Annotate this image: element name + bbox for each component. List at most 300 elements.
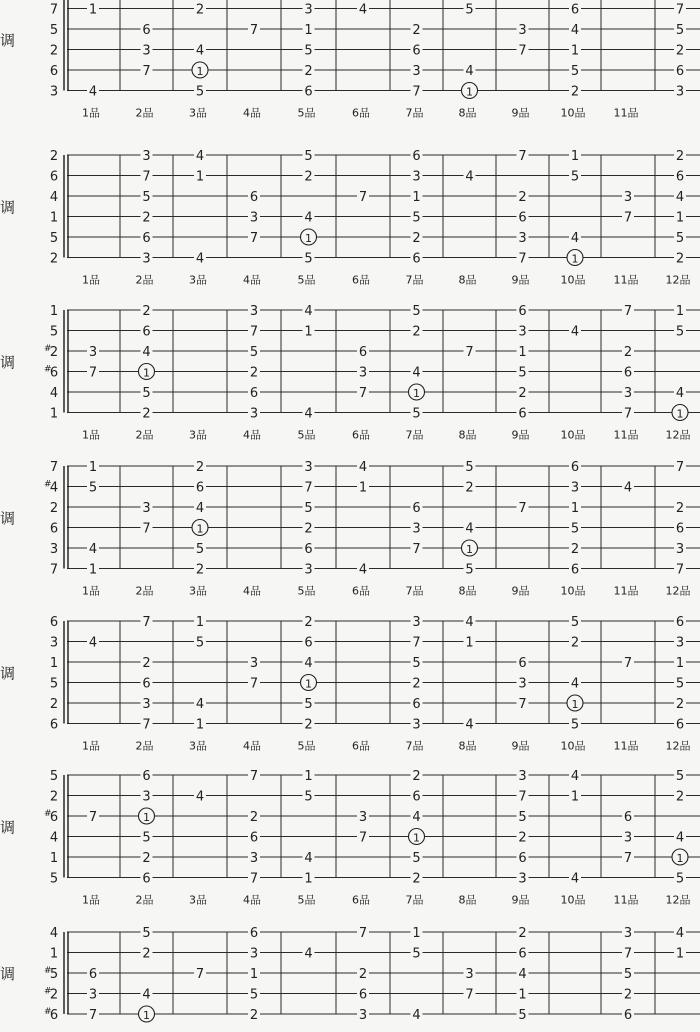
note [303,561,315,578]
fret-number-label: 1品 [82,584,100,598]
note-text: 3 [88,345,98,360]
note-text: 6 [358,345,368,360]
note-text: 6 [518,851,527,866]
note [303,250,315,267]
open-string-note: 4 [49,480,59,496]
note-text: 4 [358,460,368,475]
note-text: 6 [195,480,205,496]
open-string-note: 4 [49,190,59,205]
note-text: 5 [142,926,151,941]
fret-number-label: 4品 [243,273,261,287]
note [248,965,260,982]
note [411,924,423,941]
note-text: 1 [304,871,313,887]
note-text: 2 [465,480,474,496]
note-text: 6 [518,946,527,962]
note [622,945,634,962]
note-text: 4 [304,656,313,671]
fretboard-diagram [0,147,700,287]
note-text: 6 [304,635,313,651]
note-text: 3 [675,542,685,557]
note-text: 1 [196,522,204,536]
open-string-note: 1 [49,946,59,962]
note [357,479,369,496]
fret-number-label: 3品 [189,739,207,753]
note-text: 4 [358,2,368,18]
note [303,945,315,962]
note-text: 2 [518,830,527,846]
note [141,209,153,226]
note [303,634,315,651]
note-text: 5 [675,231,685,246]
note [411,613,423,630]
note [141,520,153,537]
open-string-note: 4 [49,386,59,401]
note-text: 5 [570,717,580,733]
fret-number-label: 3品 [189,428,207,442]
open-string-note: 5 [49,324,59,340]
note [622,188,634,205]
note-text: 5 [623,967,633,982]
note [141,499,153,516]
note-text: 2 [675,251,685,267]
note-text: 6 [142,324,151,340]
note-text: 3 [518,676,527,692]
note-text: 7 [249,769,259,784]
note [517,1006,529,1023]
note-text: 3 [249,406,259,422]
note [464,561,476,578]
note [141,42,153,59]
note [303,302,315,319]
note-text: 7 [249,231,259,246]
note [248,188,260,205]
note-text: 3 [249,304,259,319]
note [674,924,686,941]
root-note [672,405,688,421]
note [87,986,99,1003]
note-text: 1 [412,926,421,941]
fret-number-label: 6品 [352,893,370,907]
note [411,675,423,692]
note [517,323,529,340]
fretboard-diagram [0,767,700,907]
note-text: 6 [142,23,151,38]
note [517,695,529,712]
note-text: 5 [249,987,259,1003]
note-text: 4 [570,676,580,692]
open-string-note: 1 [49,304,59,319]
note-text: 2 [675,501,685,516]
note-text: 6 [518,656,527,671]
note-text: 3 [249,851,259,866]
note [569,540,581,557]
open-string-note: 5 [49,871,59,887]
note [674,829,686,846]
note [674,1,686,18]
note [141,945,153,962]
note-text: 6 [518,304,527,319]
note [411,168,423,185]
open-string-note: 2 [49,345,59,360]
note-text: 5 [195,635,205,651]
note [411,695,423,712]
note [517,499,529,516]
note [194,788,206,805]
note-text: 6 [623,810,633,825]
note [569,147,581,164]
note [303,654,315,671]
note-text: 5 [195,542,205,557]
note [674,384,686,401]
note-text: 5 [412,851,421,866]
note [411,870,423,887]
note [87,561,99,578]
note [248,675,260,692]
note-text: 5 [304,149,313,164]
root-note [567,250,583,266]
note [411,42,423,59]
note-text: 7 [675,460,685,475]
note [248,343,260,360]
open-string-note: 2 [49,149,59,164]
open-string-note: 6 [49,717,59,733]
note [517,924,529,941]
note-text: 1 [413,831,420,845]
fret-number-label: 1品 [82,739,100,753]
fret-number-label: 1品 [82,106,100,120]
note [141,986,153,1003]
note-text: 5 [304,789,313,805]
note-text: 6 [142,676,151,692]
fret-number-label: 3品 [189,106,207,120]
note-text: 3 [675,84,685,100]
note [517,42,529,59]
note-text: 3 [412,64,421,79]
note [674,613,686,630]
note [569,479,581,496]
note-text: 2 [304,64,313,79]
note [411,62,423,79]
note-text: 7 [518,697,527,712]
note-text: 2 [570,635,580,651]
note-text: 6 [570,460,580,475]
note-text: 6 [88,967,98,982]
note-text: 7 [623,946,633,962]
note-text: 1 [196,65,204,78]
note [569,458,581,475]
note-text: 6 [412,43,421,59]
note-text: 1 [88,562,98,578]
note-text: 2 [304,615,313,630]
open-string-note: 6 [49,365,59,381]
note-text: 7 [358,190,368,205]
note [464,520,476,537]
note-text: 1 [195,717,205,733]
fret-number-label: 5品 [297,106,316,120]
note-text: 4 [88,635,98,651]
note-text: 5 [675,676,685,692]
note [411,21,423,38]
note [248,384,260,401]
fret-number-label: 7品 [405,428,424,442]
note [674,520,686,537]
note-text: 3 [675,635,685,651]
note-text: 3 [142,43,151,59]
open-string-note: 6 [49,1008,59,1023]
note-text: 4 [304,304,313,319]
note [569,83,581,100]
note [87,965,99,982]
note-text: 7 [358,830,368,846]
note [622,924,634,941]
note [674,870,686,887]
note-text: 3 [358,810,368,825]
note-text: 3 [465,967,474,982]
note [517,675,529,692]
note-text: 3 [304,562,313,578]
note [674,654,686,671]
note [674,42,686,59]
note-text: 7 [142,169,151,185]
note-text: 2 [249,365,259,381]
note-text: 1 [413,387,420,400]
open-string-note: 6 [49,521,59,537]
note-text: 1 [675,210,685,226]
fret-number-label: 2品 [135,739,154,753]
note-text: 2 [412,871,421,887]
note [517,945,529,962]
fretboard-diagram [0,458,700,598]
note [674,767,686,784]
note-text: 3 [623,830,633,846]
note [194,250,206,267]
open-string-note: 5 [49,769,59,784]
fret-number-label: 11品 [613,106,639,120]
note-text: 2 [518,386,527,401]
note [674,675,686,692]
note [622,479,634,496]
note-text: 5 [304,697,313,712]
note-text: 7 [412,635,421,651]
fret-number-label: 4品 [243,739,261,753]
note-text: 3 [623,386,633,401]
root-note [409,829,425,845]
fret-number-label: 10品 [560,106,586,120]
open-string-note: 5 [49,676,59,692]
note [248,1006,260,1023]
note [411,364,423,381]
note-text: 3 [249,656,259,671]
note-text: 4 [142,345,151,360]
root-note [192,520,208,536]
note [303,520,315,537]
note-text: 7 [518,501,527,516]
open-string-note: 3 [49,635,59,651]
note-text: 3 [518,769,527,784]
fret-number-label: 7品 [405,893,424,907]
note-text: 7 [142,717,151,733]
note-text: 1 [466,543,473,556]
note [569,229,581,246]
note-text: 2 [195,562,205,578]
fret-number-label: 9品 [511,739,530,753]
note [674,561,686,578]
note [622,343,634,360]
note-text: 1 [675,946,685,962]
note-text: 5 [304,501,313,516]
note [357,986,369,1003]
note [674,302,686,319]
root-note [301,229,317,245]
note-text: 3 [412,615,421,630]
note-text: 1 [676,852,684,865]
note [87,458,99,475]
fret-number-label: 2品 [135,893,154,907]
note [517,986,529,1003]
note-text: 5 [304,43,313,59]
note [517,229,529,246]
fret-number-label: 4品 [243,106,261,120]
note [622,1006,634,1023]
note-text: 3 [518,23,527,38]
note [411,209,423,226]
note [674,540,686,557]
key-label: 调 [0,509,16,528]
note [569,561,581,578]
note [248,21,260,38]
fret-number-label: 12品 [665,584,691,598]
note [464,479,476,496]
note [517,147,529,164]
fret-number-label: 10品 [560,428,586,442]
note-text: 6 [518,406,527,422]
note [569,767,581,784]
note [87,634,99,651]
note-text: 3 [304,2,313,18]
note-text: 5 [570,521,580,537]
note [569,634,581,651]
note [411,654,423,671]
note-text: 2 [195,460,205,475]
note [464,965,476,982]
key-label: 调 [0,664,16,683]
note-text: 5 [412,946,421,962]
note [674,168,686,185]
note-text: 1 [571,252,579,266]
note [194,479,206,496]
note [411,188,423,205]
note-text: 3 [358,365,368,381]
fret-number-label: 11品 [613,893,639,907]
root-note [462,540,478,556]
note-text: 7 [412,542,421,557]
open-string-note: 4 [49,830,59,846]
note-text: 2 [304,169,313,185]
fret-number-label: 10品 [560,584,586,598]
note [411,1006,423,1023]
note [674,209,686,226]
note [194,695,206,712]
note-text: 3 [142,501,151,516]
note [141,147,153,164]
note-text: 3 [304,460,313,475]
note-text: 7 [623,210,633,226]
open-string-note: 3 [49,84,59,100]
note [248,364,260,381]
note [622,364,634,381]
note-text: 4 [358,562,368,578]
fret-number-label: 10品 [560,739,586,753]
note-text: 7 [518,43,527,59]
note-text: 1 [570,149,580,164]
root-note [139,364,155,380]
note-text: 4 [195,43,205,59]
fret-number-label: 6品 [352,584,370,598]
fret-number-label: 8品 [458,893,477,907]
note [622,986,634,1003]
note [622,209,634,226]
note [517,808,529,825]
note-text: 2 [518,926,527,941]
note [141,870,153,887]
note-text: 4 [412,810,421,825]
fret-number-label: 12品 [665,893,691,907]
note [674,21,686,38]
fretboard-diagram [0,302,700,442]
note-text: 6 [675,717,685,733]
note [464,343,476,360]
note [357,965,369,982]
note [303,147,315,164]
fret-number-label: 11品 [613,584,639,598]
note [517,364,529,381]
note-text: 3 [142,149,151,164]
root-note [567,695,583,711]
note-text: 1 [88,460,98,475]
fret-number-label: 6品 [352,739,370,753]
note [87,1006,99,1023]
note-text: 6 [623,1008,633,1023]
fret-number-label: 2品 [135,584,154,598]
note [569,613,581,630]
note-text: 1 [675,304,685,319]
note [674,229,686,246]
note-text: 5 [304,251,313,267]
note-text: 5 [518,365,527,381]
note [411,302,423,319]
note-text: 6 [142,871,151,887]
note-text: 6 [142,769,151,784]
note-text: 2 [358,967,368,982]
sharp-sign: # [44,1007,52,1017]
note [357,829,369,846]
note-text: 6 [675,521,685,537]
fret-number-label: 2品 [135,273,154,287]
note-text: 3 [518,324,527,340]
note-text: 6 [675,169,685,185]
note-text: 1 [675,656,685,671]
note [87,364,99,381]
note [141,405,153,422]
note [248,849,260,866]
note [141,250,153,267]
note [464,458,476,475]
note [141,229,153,246]
note [517,788,529,805]
note-text: 1 [358,480,368,496]
note-text: 3 [142,697,151,712]
